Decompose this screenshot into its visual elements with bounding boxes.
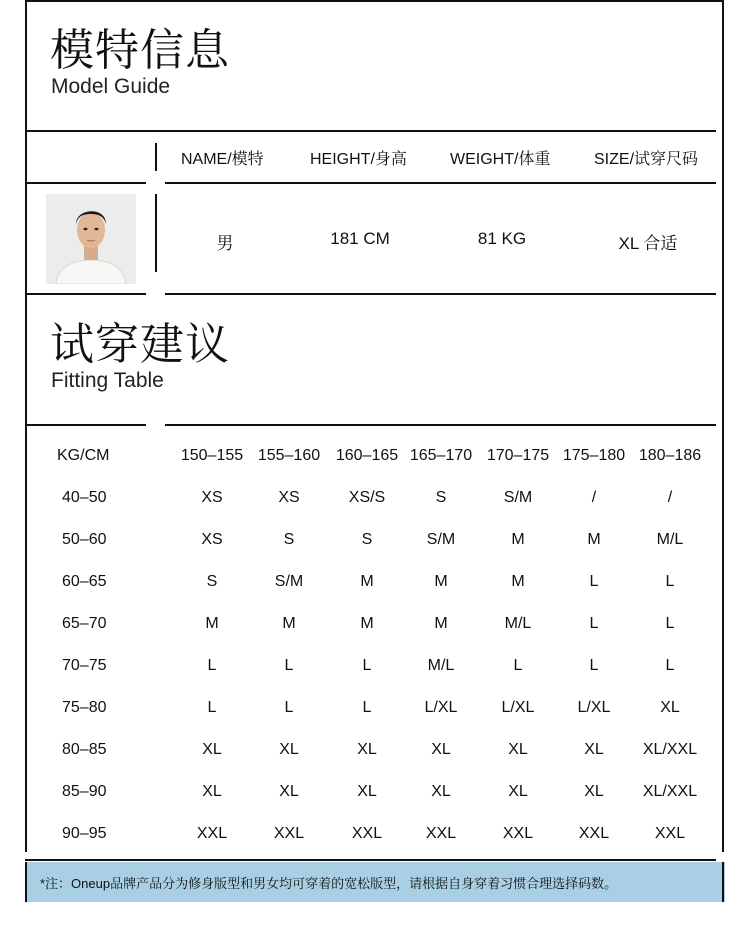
- size-cell: L: [284, 657, 294, 674]
- height-column-header: 150–155: [180, 447, 244, 464]
- size-cell: XXL: [654, 825, 686, 842]
- size-cell: M/L: [656, 531, 684, 548]
- model-header-divider-left: [25, 182, 146, 184]
- frame-right-line: [722, 0, 724, 852]
- height-column-header: 170–175: [486, 447, 550, 464]
- size-cell: XXL: [351, 825, 383, 842]
- size-cell: M: [511, 573, 525, 590]
- size-cell: L: [665, 573, 675, 590]
- header-name: NAME/模特: [181, 151, 264, 168]
- weight-row-label: 50–60: [62, 531, 107, 548]
- size-cell: /: [591, 489, 597, 506]
- size-cell: L: [362, 699, 372, 716]
- size-cell: XXL: [273, 825, 305, 842]
- frame-left-line: [25, 0, 27, 852]
- size-cell: XXL: [502, 825, 534, 842]
- size-cell: S: [361, 531, 373, 548]
- size-cell: M: [587, 531, 601, 548]
- size-cell: M: [360, 573, 374, 590]
- weight-row-label: 80–85: [62, 741, 107, 758]
- size-cell: M: [434, 615, 448, 632]
- model-guide-subtitle: Model Guide: [51, 75, 171, 98]
- size-cell: S: [283, 531, 295, 548]
- height-column-header: 160–165: [335, 447, 399, 464]
- header-weight: WEIGHT/体重: [450, 151, 551, 168]
- size-cell: S: [206, 573, 218, 590]
- model-table-bottom-right: [165, 293, 716, 295]
- model-header-divider-right: [165, 182, 716, 184]
- size-cell: XL: [202, 741, 222, 758]
- size-cell: M: [360, 615, 374, 632]
- size-cell: M: [205, 615, 219, 632]
- size-cell: S: [435, 489, 447, 506]
- size-cell: XL: [357, 741, 377, 758]
- size-cell: XL: [660, 699, 680, 716]
- size-cell: XS: [278, 489, 300, 506]
- size-cell: XL: [584, 783, 604, 800]
- fitting-table-top-right: [165, 424, 716, 426]
- size-cell: XL: [431, 741, 451, 758]
- size-cell: XS: [201, 489, 223, 506]
- header-size: SIZE/试穿尺码: [594, 151, 699, 168]
- model-gender: 男: [216, 234, 234, 253]
- note-text: *注：Oneup品牌产品分为修身版型和男女均可穿着的宽松版型，请根据自身穿着习惯合理选择码数。: [40, 876, 618, 891]
- size-cell: L: [513, 657, 523, 674]
- height-column-header: 155–160: [257, 447, 321, 464]
- fitting-table-title: 试穿建议: [50, 319, 230, 370]
- size-cell: L: [665, 615, 675, 632]
- size-cell: M: [282, 615, 296, 632]
- size-cell: XL: [357, 783, 377, 800]
- size-cell: L: [665, 657, 675, 674]
- weight-row-label: 40–50: [62, 489, 107, 506]
- size-cell: XL: [431, 783, 451, 800]
- fitting-table-top-left: [25, 424, 146, 426]
- size-cell: M: [511, 531, 525, 548]
- size-cell: XXL: [425, 825, 457, 842]
- fitting-table-bottom-line: [25, 859, 716, 861]
- size-cell: M: [434, 573, 448, 590]
- size-cell: L: [284, 699, 294, 716]
- size-cell: L: [362, 657, 372, 674]
- size-cell: L: [207, 657, 217, 674]
- model-table-bottom-left: [25, 293, 146, 295]
- size-cell: XL: [202, 783, 222, 800]
- model-weight: 81 KG: [477, 229, 527, 248]
- size-cell: L: [589, 657, 599, 674]
- size-cell: XL: [508, 783, 528, 800]
- model-height: 181 CM: [330, 229, 390, 248]
- height-column-header: 165–170: [409, 447, 473, 464]
- model-header-col-divider: [155, 143, 157, 171]
- size-cell: XL: [279, 783, 299, 800]
- model-photo: [46, 194, 136, 284]
- model-value-col-divider: [155, 194, 157, 272]
- size-cell: XXL: [196, 825, 228, 842]
- size-cell: XL/XXL: [642, 783, 698, 800]
- size-cell: L: [589, 615, 599, 632]
- model-table-top-line: [25, 130, 716, 132]
- size-cell: L: [207, 699, 217, 716]
- size-cell: XL: [508, 741, 528, 758]
- size-cell: XS/S: [348, 489, 386, 506]
- height-column-header: 180–186: [638, 447, 702, 464]
- weight-row-label: 85–90: [62, 783, 107, 800]
- size-cell: L: [589, 573, 599, 590]
- model-portrait-icon: [46, 194, 136, 284]
- weight-row-label: 75–80: [62, 699, 107, 716]
- weight-row-label: 90–95: [62, 825, 107, 842]
- size-cell: /: [667, 489, 673, 506]
- weight-row-label: 65–70: [62, 615, 107, 632]
- frame-top-line: [25, 0, 724, 2]
- size-cell: S/M: [503, 489, 533, 506]
- size-cell: L/XL: [501, 699, 535, 716]
- size-cell: L/XL: [577, 699, 611, 716]
- note-right-border: [722, 862, 724, 902]
- size-cell: M/L: [504, 615, 532, 632]
- size-cell: S/M: [274, 573, 304, 590]
- size-cell: XS: [201, 531, 223, 548]
- size-cell: M/L: [427, 657, 455, 674]
- size-cell: L/XL: [424, 699, 458, 716]
- weight-row-label: 70–75: [62, 657, 107, 674]
- size-cell: XXL: [578, 825, 610, 842]
- size-cell: XL/XXL: [642, 741, 698, 758]
- size-cell: XL: [584, 741, 604, 758]
- fitting-corner-label: KG/CM: [57, 447, 110, 464]
- model-size: XL 合适: [618, 234, 678, 253]
- size-cell: S/M: [426, 531, 456, 548]
- size-cell: XL: [279, 741, 299, 758]
- weight-row-label: 60–65: [62, 573, 107, 590]
- header-height: HEIGHT/身高: [310, 151, 407, 168]
- fitting-table-subtitle: Fitting Table: [51, 369, 164, 392]
- note-left-border: [25, 862, 27, 902]
- model-guide-title: 模特信息: [50, 25, 230, 76]
- height-column-header: 175–180: [562, 447, 626, 464]
